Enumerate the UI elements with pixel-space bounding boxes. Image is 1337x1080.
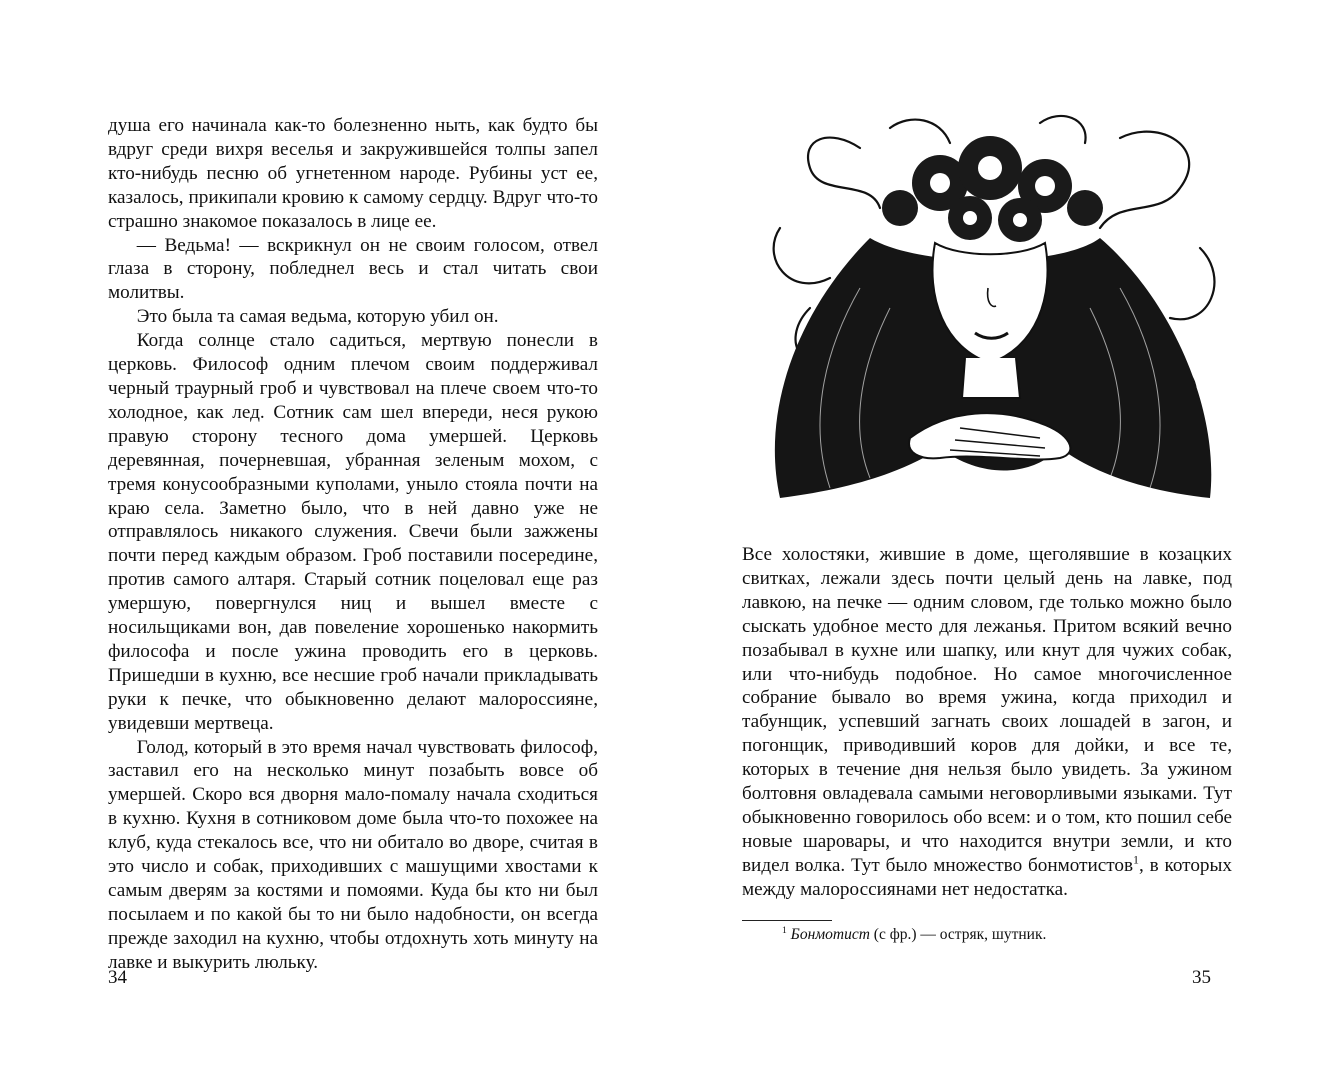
witch-illustration <box>740 108 1240 518</box>
right-page <box>668 0 1337 1080</box>
footnote <box>742 924 1232 946</box>
paragraph: Когда солнце стало садиться, мертвую понесли в церковь. Философ одним плечом своим поддерживал черный траурный гроб и чувствовал на плече своем что-то холодное, как лед. Сотник сам шел впереди, неся рукою правую сторону тесного дома умершей. Церковь деревянная, почерневшая, убранная зеленым мохом, с тремя конусообразными куполами, уныло стояла почти на краю села. Заметно было, что в ней давно уже не отправлялось никакого служения. Свечи были зажжены почти перед каждым образом. Гроб поставили посередине, против самого алтаря. Старый сотник поцеловал еще раз умершую, повергнулся ниц и вышел вместе с носильщиками вон, дав повеление хорошенько накормить философа и после ужина проводить его в церковь. Пришедши в кухню, все несшие гроб начали прикладывать руки к печке, что обыкновенно делают малороссияне, увидевши мертвеца. <box>108 330 598 734</box>
paragraph-main: Все холостяки, жившие в доме, щеголявшие в козацких свитках, лежали здесь почти целый день на лавке, под лавкою, на печке — одним словом, где только можно было сыскать удобное место для лежанья. Притом всякий вечно позабывал в кухне или шапку, или кнут для чужих собак, или что-нибудь подобное. Но самое многочисленное собрание бывало во время ужина, когда приходил и табунщик, успевший загнать своих лошадей в загон, и погонщик, приводивший коров для дойки, и все те, которых в течение дня нельзя было увидеть. За ужином болтовня овладевала самыми неговорливыми языками. Тут обыкновенно говорилось обо всем: и о том, кто пошил себе новые шаровары, и что находится внутри земли, и кто видел волка. Тут было множество бонмотистов <box>742 544 1232 876</box>
page-number-right: 35 <box>1192 967 1211 988</box>
left-page <box>0 0 668 1080</box>
paragraph: — Ведьма! — вскрикнул он не своим голосом, отвел глаза в сторону, побледнел весь и стал читать свои молитвы. <box>108 234 598 304</box>
left-page-text <box>108 114 598 975</box>
paragraph: душа его начинала как-то болезненно ныть, как будто бы вдруг среди вихря веселья и закружившейся толпы запел кто-нибудь песню об угнетенном народе. Рубины уст ее, казалось, прикипали кровию к самому сердцу. Вдруг что-то страшно знакомое показалось в лице ее. <box>108 115 598 232</box>
footnote-marker: 1 <box>1133 852 1139 867</box>
paragraph-tail: , в которых между малороссиянами нет недостатка. <box>742 854 1232 900</box>
paragraph: Голод, который в это время начал чувствовать философ, заставил его на несколько минут позабыть вовсе об умершей. Скоро вся дворня мало-помалу начала сходиться в кухню. Кухня в сотниковом доме была что-то похожее на клуб, куда стекалось все, что ни обитало во дворе, считая в это число и собак, приходивших с машущими хвостами к самым дверям за костями и помоями. Куда бы кто ни был посылаем и по какой бы то ни было надобности, он всегда прежде заходил на кухню, чтобы отдохнуть хоть минуту на лавке и выкурить люльку. <box>108 736 598 973</box>
right-page-text <box>742 543 1232 902</box>
footnote-term: Бонмотист <box>790 926 870 943</box>
footnote-divider <box>742 920 832 921</box>
footnote-definition: (с фр.) — остряк, шутник. <box>869 926 1047 943</box>
paragraph: Это была та самая ведьма, которую убил он. <box>136 306 499 328</box>
footnote-number: 1 <box>782 924 787 936</box>
paragraph <box>742 543 1232 902</box>
page-number-left: 34 <box>108 967 127 988</box>
